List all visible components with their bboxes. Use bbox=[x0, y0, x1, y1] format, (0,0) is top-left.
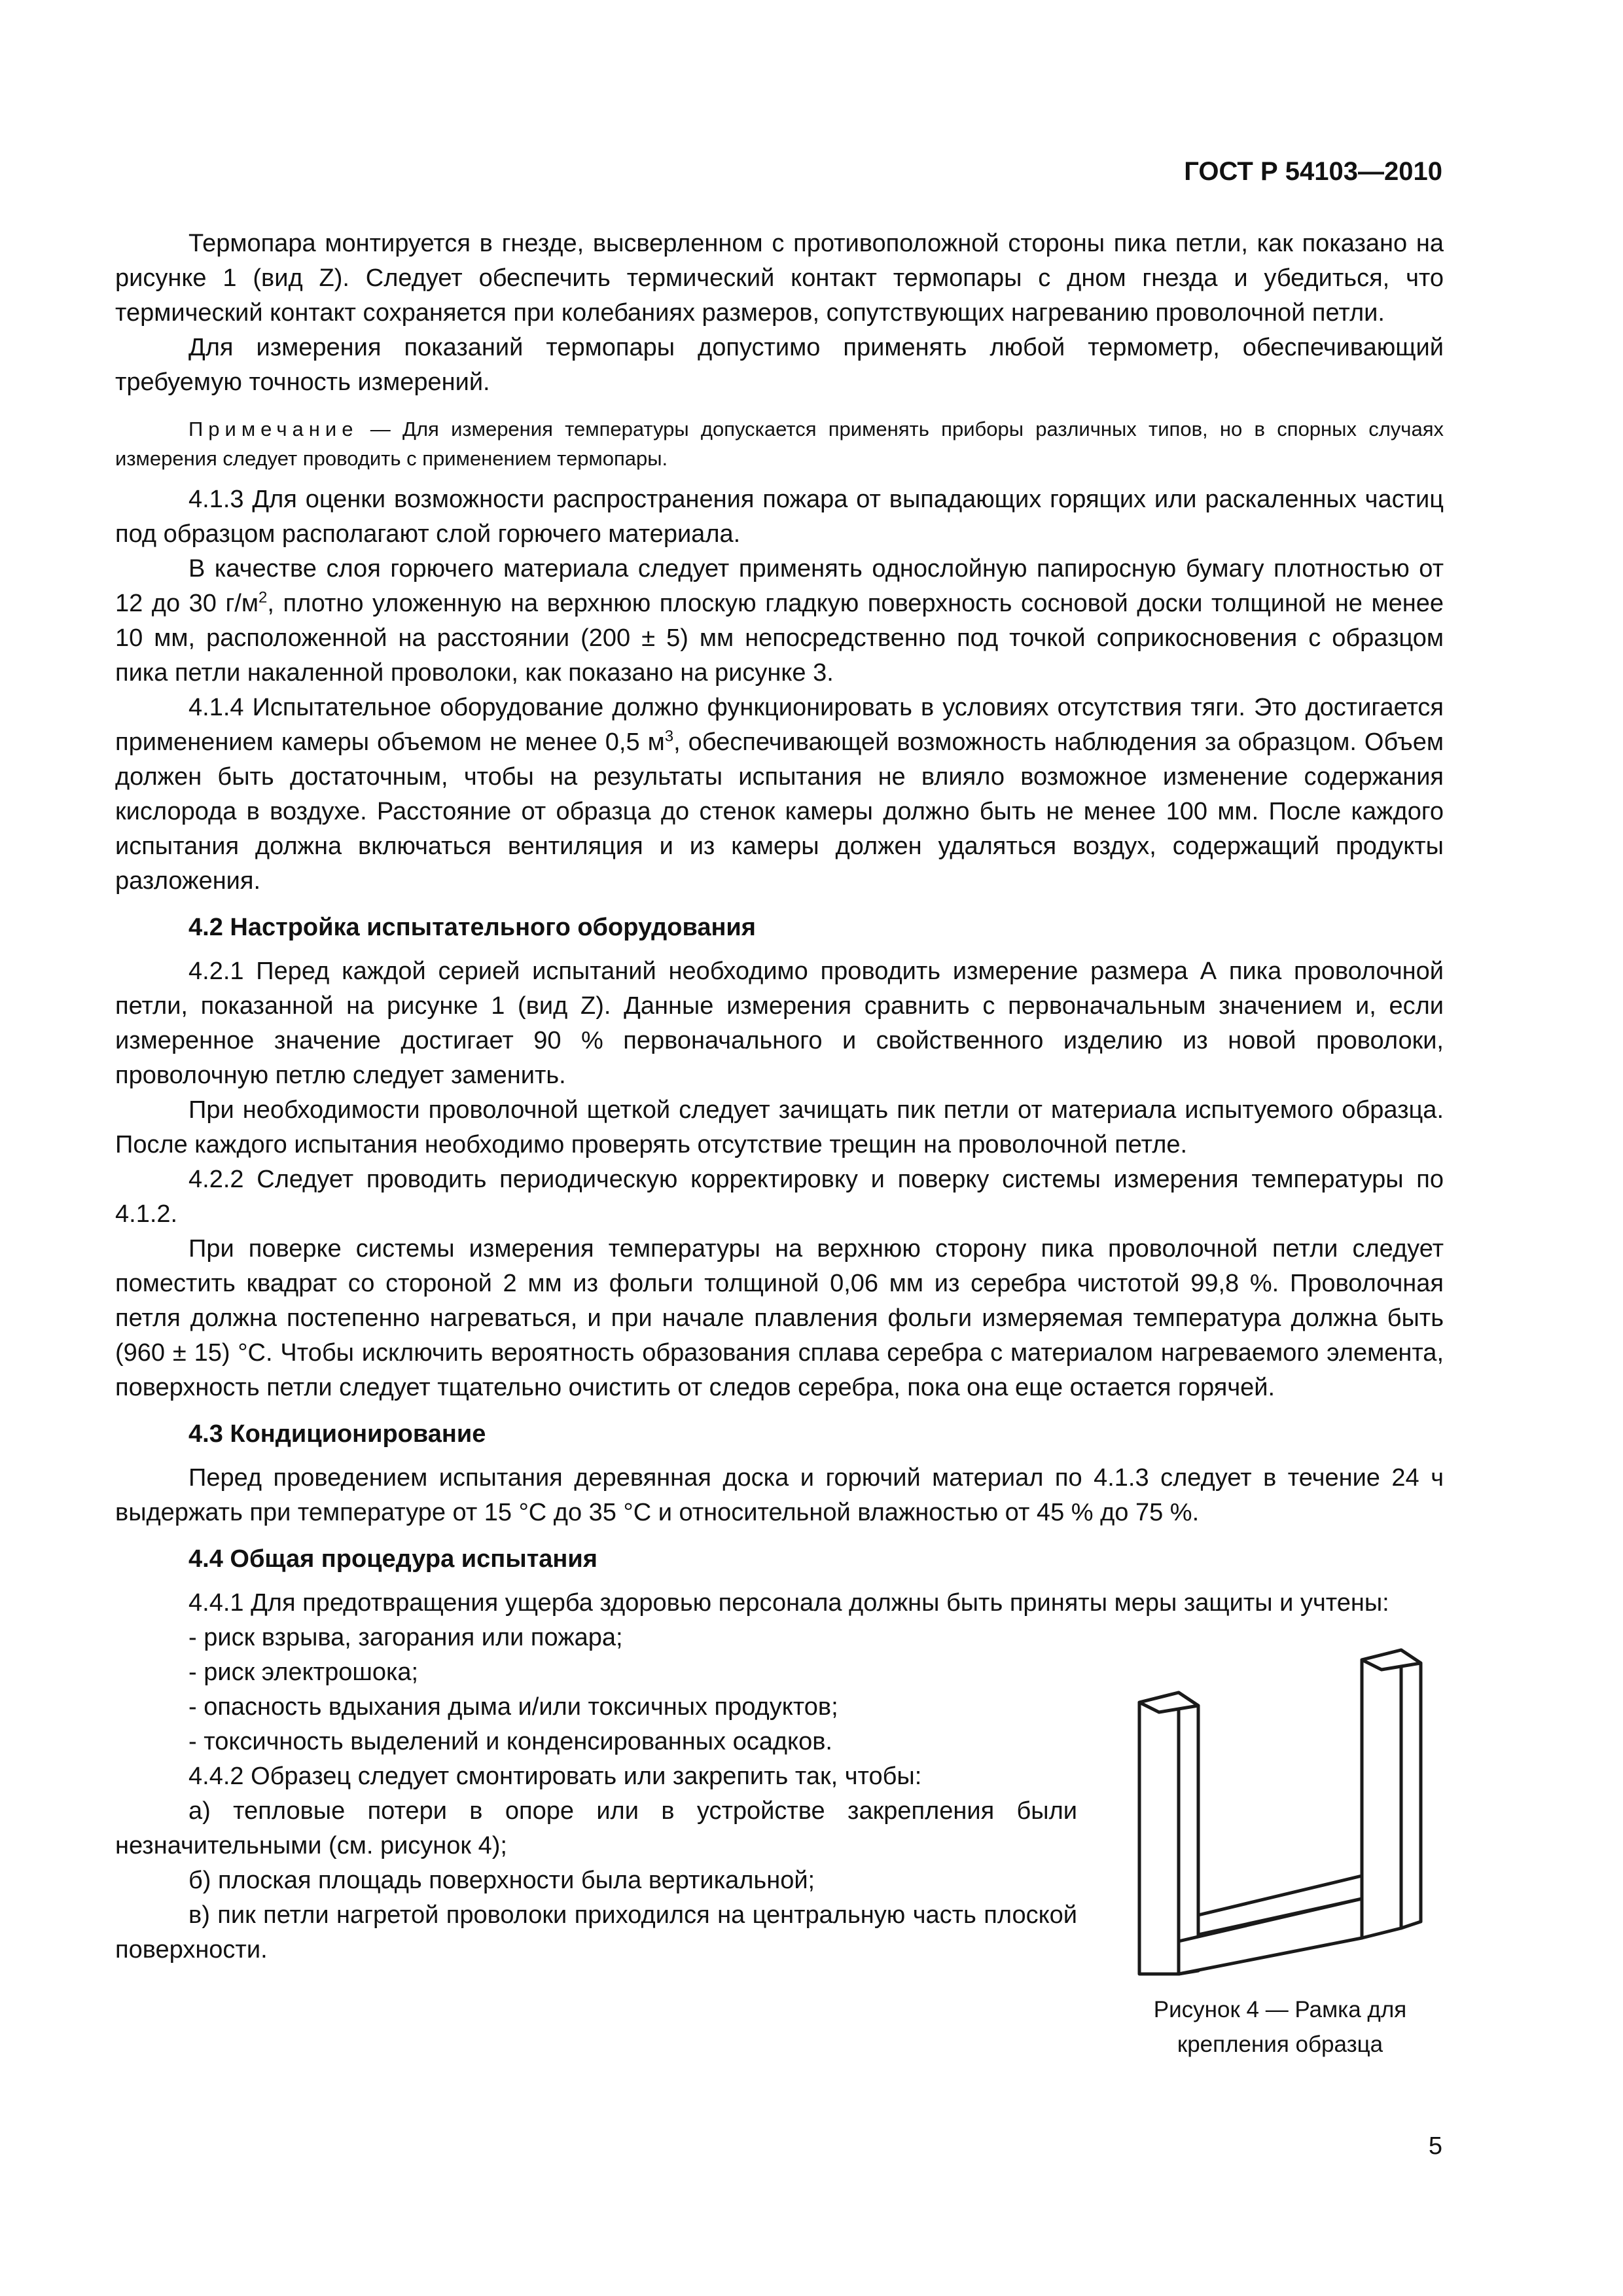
paragraph: При поверке системы измерения температуры на верхнюю сторону пика проволочной петли следует поместить квадрат со стороной 2 мм из фольги толщиной 0,06 мм из серебра чистотой 99,8 %. Проволочная петля должна постепенно нагреваться, и при начале плавления фольги измеряемая температура должна быть (960 ± 15) °С. Чтобы исключить вероятность образования сплава серебра с материалом нагреваемого элемента, поверхность петли следует тщательно очистить от следов серебра, пока она еще остается горячей. bbox=[115, 1235, 1444, 1401]
text-run: В качестве слоя горючего материала следует применять однослойную папиросную бумагу плотностью от 12 до 30 г/м bbox=[115, 555, 1444, 617]
paragraph bbox=[115, 691, 1444, 899]
document-code: ГОСТ Р 54103—2010 bbox=[1184, 157, 1442, 186]
note-label: Примечание bbox=[188, 418, 359, 440]
text-run: , обеспечивающей возможность наблюдения за образцом. Объем должен быть достаточным, чтобы на результаты испытания не влияло возможное изменение содержания кислорода в воздухе. Расстояние от образца до стенок камеры должно быть не менее 100 мм. После каждого испытания должна включаться вентиляция и из камеры должен удаляться воздух, содержащий продукты разложения. bbox=[115, 728, 1444, 895]
paragraph: Для измерения показаний термопары допустимо применять любой термометр, обеспечивающий требуемую точность измерений. bbox=[115, 334, 1444, 396]
note-text: — Для измерения температуры допускается применять приборы различных типов, но в спорных случаях измерения следует проводить с применением термопары. bbox=[115, 418, 1444, 470]
list-item: а) тепловые потери в опоре или в устройстве закрепления были незначительными (см. рисунок 4); bbox=[115, 1797, 1077, 1859]
list-item: - токсичность выделений и конденсированных осадков. bbox=[188, 1728, 832, 1755]
paragraph bbox=[115, 552, 1444, 691]
paragraph: Перед проведением испытания деревянная доска и горючий материал по 4.1.3 следует в течение 24 ч выдержать при температуре от 15 °С до 35 °С и относительной влажностью от 45 % до 75 %. bbox=[115, 1464, 1444, 1526]
list-item: - риск электрошока; bbox=[188, 1659, 419, 1686]
list-item: - риск взрыва, загорания или пожара; bbox=[188, 1624, 623, 1651]
paragraph: При необходимости проволочной щеткой следует зачищать пик петли от материала испытуемого образца. После каждого испытания необходимо проверять отсутствие трещин на проволочной петле. bbox=[115, 1096, 1444, 1158]
superscript: 2 bbox=[259, 588, 268, 607]
paragraph: 4.4.1 Для предотвращения ущерба здоровью персонала должны быть приняты меры защиты и учтены: bbox=[188, 1589, 1389, 1617]
frame-drawing bbox=[1126, 1640, 1434, 1981]
figure-4 bbox=[1116, 1640, 1444, 2062]
paragraph: 4.4.2 Образец следует смонтировать или закрепить так, чтобы: bbox=[188, 1763, 922, 1790]
paragraph: Термопара монтируется в гнезде, высверленном с противоположной стороны пика петли, как показано на рисунке 1 (вид Z). Следует обеспечить термический контакт термопары с дном гнезда и убедиться, что термический контакт сохраняется при колебаниях размеров, сопутствующих нагреванию проволочной петли. bbox=[115, 230, 1444, 327]
section-heading: 4.3 Кондиционирование bbox=[188, 1420, 486, 1448]
text-run: , плотно уложенную на верхнюю плоскую гладкую поверхность сосновой доски толщиной не менее 10 мм, расположенной на расстоянии (200 ± 5) мм непосредственно под точкой соприкосновения с образцом пика петли накаленной проволоки, как показано на рисунке 3. bbox=[115, 590, 1444, 687]
note bbox=[115, 414, 1444, 473]
figure-caption: Рисунок 4 — Рамка для крепления образца bbox=[1153, 1997, 1407, 2057]
section-heading: 4.2 Настройка испытательного оборудования bbox=[188, 914, 756, 941]
text-run: 4.1.4 Испытательное оборудование должно функционировать в условиях отсутствия тяги. Это достигается применением камеры объемом не менее 0,5 м bbox=[115, 694, 1444, 756]
list-item: - опасность вдыхания дыма и/или токсичных продуктов; bbox=[188, 1693, 838, 1721]
paragraph: 4.1.3 Для оценки возможности распространения пожара от выпадающих горящих или раскаленных частиц под образцом располагают слой горючего материала. bbox=[115, 486, 1444, 548]
paragraph: 4.2.1 Перед каждой серией испытаний необходимо проводить измерение размера А пика проволочной петли, показанной на рисунке 1 (вид Z). Данные измерения сравнить с первоначальным значением и, если измеренное значение достигает 90 % первоначального и свойственного изделию из новой проволоки, проволочную петлю следует заменить. bbox=[115, 958, 1444, 1089]
list-item: б) плоская площадь поверхности была вертикальной; bbox=[188, 1867, 815, 1894]
page-number: 5 bbox=[1428, 2132, 1442, 2160]
paragraph: 4.2.2 Следует проводить периодическую корректировку и поверку системы измерения температуры по 4.1.2. bbox=[115, 1166, 1444, 1228]
list-item: в) пик петли нагретой проволоки приходился на центральную часть плоской поверхности. bbox=[115, 1901, 1077, 1964]
superscript: 3 bbox=[664, 727, 674, 745]
section-heading: 4.4 Общая процедура испытания bbox=[188, 1545, 597, 1573]
document-body bbox=[115, 226, 1444, 2062]
